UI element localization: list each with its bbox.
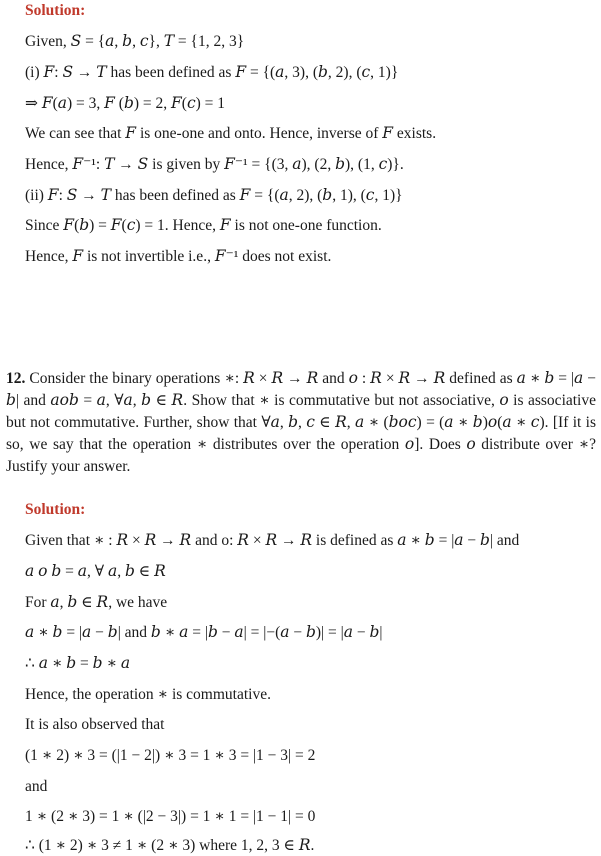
solution-line: It is also observed that bbox=[25, 716, 165, 733]
solution-line: ∴ (1 ∗ 2) ∗ 3 ≠ 1 ∗ (2 ∗ 3) where 1, 2, 3 ∈ 𝑅. bbox=[25, 837, 315, 854]
solution-line: Hence, 𝐹⁻¹: 𝑇 → 𝑆 is given by 𝐹⁻¹ = {(3, 𝑎), (2, 𝑏), (1, 𝑐)}. bbox=[25, 156, 404, 173]
solution-line: (1 ∗ 2) ∗ 3 = (|1 − 2|) ∗ 3 = 1 ∗ 3 = |1 − 3| = 2 bbox=[25, 747, 316, 764]
solution-line: (ii) 𝐹: 𝑆 → 𝑇 has been defined as 𝐹 = {(𝑎, 2), (𝑏, 1), (𝑐, 1)} bbox=[25, 187, 403, 204]
solution-line: Hence, 𝐹 is not invertible i.e., 𝐹⁻¹ does not exist. bbox=[25, 248, 332, 265]
solution-line: Given, 𝑆 = {𝑎, 𝑏, 𝑐}, 𝑇 = {1, 2, 3} bbox=[25, 33, 245, 50]
solution-line: 𝑎 ∗ 𝑏 = |𝑎 − 𝑏| and 𝑏 ∗ 𝑎 = |𝑏 − 𝑎| = |−(𝑎 − 𝑏)| = |𝑎 − 𝑏| bbox=[25, 624, 383, 641]
solution-line: We can see that 𝐹 is one-one and onto. Hence, inverse of 𝐹 exists. bbox=[25, 125, 437, 142]
solution-heading: Solution: bbox=[25, 501, 86, 518]
solution-line: and bbox=[25, 778, 48, 795]
solution-line: For 𝑎, 𝑏 ∈ 𝑅, we have bbox=[25, 594, 168, 611]
solution-line: 𝑎 𝑜 𝑏 = 𝑎, ∀ 𝑎, 𝑏 ∈ 𝑅 bbox=[25, 563, 166, 580]
question-number: 12. bbox=[6, 370, 26, 387]
solution-heading: Solution: bbox=[25, 2, 86, 19]
solution-line: Given that ∗ : 𝑅 × 𝑅 → 𝑅 and o: 𝑅 × 𝑅 → 𝑅 is defined as 𝑎 ∗ 𝑏 = |𝑎 − 𝑏| and bbox=[25, 532, 520, 549]
question-12 bbox=[6, 368, 596, 478]
solution-line: Since 𝐹(𝑏) = 𝐹(𝑐) = 1. Hence, 𝐹 is not one-one function. bbox=[25, 217, 382, 234]
solution-line: ∴ 𝑎 ∗ 𝑏 = 𝑏 ∗ 𝑎 bbox=[25, 655, 131, 672]
question-text bbox=[6, 368, 596, 478]
solution-line: 1 ∗ (2 ∗ 3) = 1 ∗ (|2 − 3|) = 1 ∗ 1 = |1 − 1| = 0 bbox=[25, 808, 316, 825]
question-body: Consider the binary operations ∗: 𝑅 × 𝑅 → 𝑅 and 𝑜 : 𝑅 × 𝑅 → 𝑅 defined as 𝑎 ∗ 𝑏 = |𝑎 − 𝑏| and 𝑎𝑜𝑏 = 𝑎, ∀𝑎, 𝑏 ∈ 𝑅. Show that ∗ is commutative but not associative, 𝑜 is associative but not commutative. Further, show that ∀𝑎, 𝑏, 𝑐 ∈ 𝑅, 𝑎 ∗ (𝑏𝑜𝑐) = (𝑎 ∗ 𝑏)𝑜(𝑎 ∗ 𝑐). [If it is so, we say that the operation ∗ distributes over the operation 𝑜]. Does 𝑜 distribute over ∗? Justify your answer. bbox=[6, 370, 596, 475]
solution-line: (i) 𝐹: 𝑆 → 𝑇 has been defined as 𝐹 = {(𝑎, 3), (𝑏, 2), (𝑐, 1)} bbox=[25, 64, 399, 81]
solution-line: Hence, the operation ∗ is commutative. bbox=[25, 686, 271, 703]
solution-line: ⇒ 𝐹(𝑎) = 3, 𝐹 (𝑏) = 2, 𝐹(𝑐) = 1 bbox=[25, 95, 226, 112]
